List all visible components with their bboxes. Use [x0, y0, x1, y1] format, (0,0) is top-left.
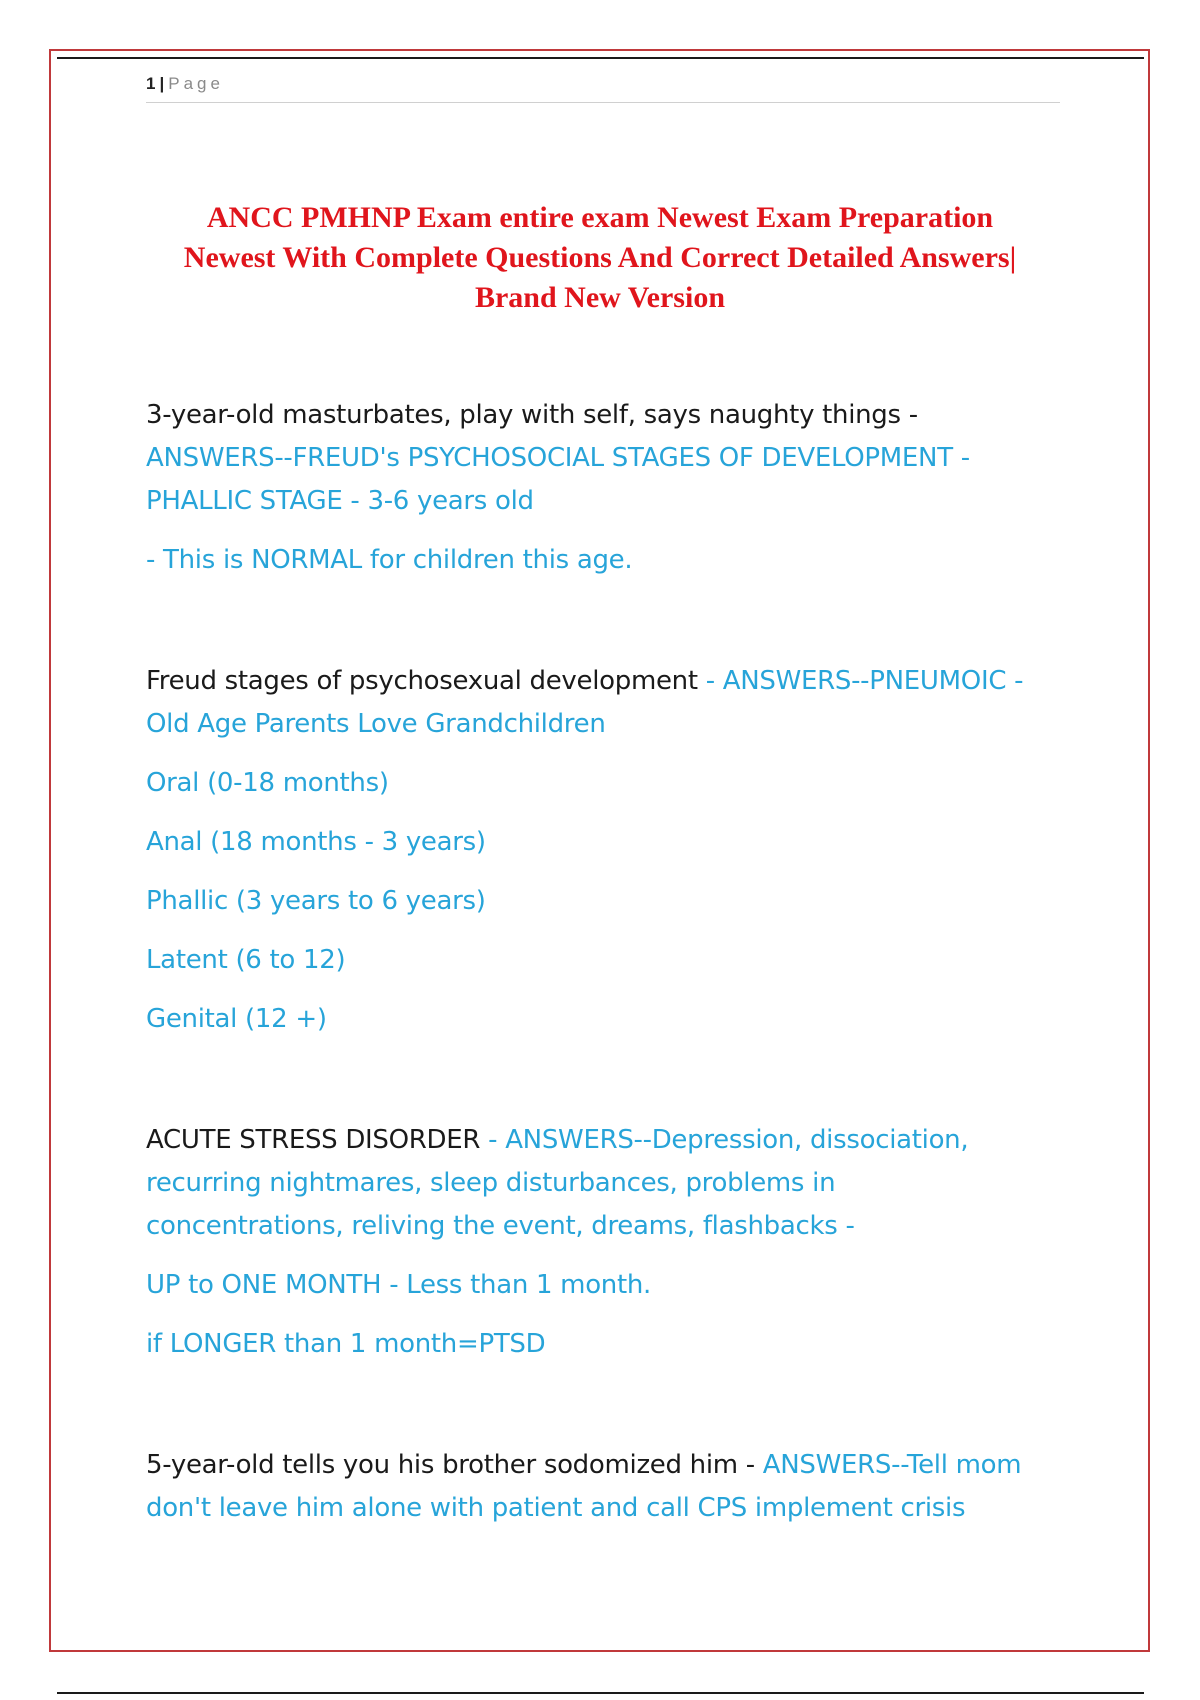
stage-item: Genital (12 +)	[146, 1004, 327, 1034]
title-line: Brand New Version	[474, 281, 726, 314]
qa-content	[146, 394, 1066, 1608]
answer-line: Old Age Parents Love Grandchildren	[146, 709, 606, 739]
answer-inline: ANSWERS--Tell mom	[762, 1450, 1022, 1480]
answer-line: concentrations, reliving the event, dreams, flashbacks -	[146, 1211, 855, 1241]
qa-item	[146, 660, 1066, 1041]
stage-item: Latent (6 to 12)	[146, 945, 346, 975]
question-line	[146, 1444, 1066, 1487]
qa-item	[146, 1444, 1066, 1530]
question-text: ACUTE STRESS DISORDER	[146, 1125, 481, 1155]
bottom-rule	[57, 1692, 1144, 1694]
question-line	[146, 660, 1066, 703]
answer-line: recurring nightmares, sleep disturbances, problems in	[146, 1168, 836, 1198]
qa-item	[146, 1119, 1066, 1366]
answer-line: ANSWERS--FREUD's PSYCHOSOCIAL STAGES OF DEVELOPMENT -	[146, 443, 970, 473]
question-text: Freud stages of psychosexual development	[146, 666, 698, 696]
page-label: Page	[168, 74, 224, 93]
answer-note: UP to ONE MONTH - Less than 1 month.	[146, 1270, 652, 1300]
page-separator: |	[159, 74, 165, 93]
title-line: Newest With Complete Questions And Correct Detailed Answers|	[183, 241, 1017, 274]
document-title	[140, 198, 1060, 318]
question-text: 3-year-old masturbates, play with self, says naughty things -	[146, 400, 918, 430]
page-number: 1	[146, 74, 156, 93]
stage-item: Phallic (3 years to 6 years)	[146, 886, 486, 916]
answer-line: don't leave him alone with patient and call CPS implement crisis	[146, 1493, 966, 1523]
qa-item	[146, 394, 1066, 582]
top-rule	[57, 57, 1144, 59]
title-line: ANCC PMHNP Exam entire exam Newest Exam Preparation	[206, 201, 994, 234]
answer-inline: - ANSWERS--Depression, dissociation,	[480, 1125, 969, 1155]
answer-inline: - ANSWERS--PNEUMOIC -	[697, 666, 1024, 696]
answer-line: PHALLIC STAGE - 3-6 years old	[146, 486, 534, 516]
question-text: 5-year-old tells you his brother sodomized him -	[146, 1450, 763, 1480]
stage-item: Anal (18 months - 3 years)	[146, 827, 486, 857]
answer-note: if LONGER than 1 month=PTSD	[146, 1329, 546, 1359]
page-header	[146, 72, 1060, 103]
stage-item: Oral (0-18 months)	[146, 768, 389, 798]
question-line	[146, 1119, 1066, 1162]
answer-note: - This is NORMAL for children this age.	[146, 545, 633, 575]
